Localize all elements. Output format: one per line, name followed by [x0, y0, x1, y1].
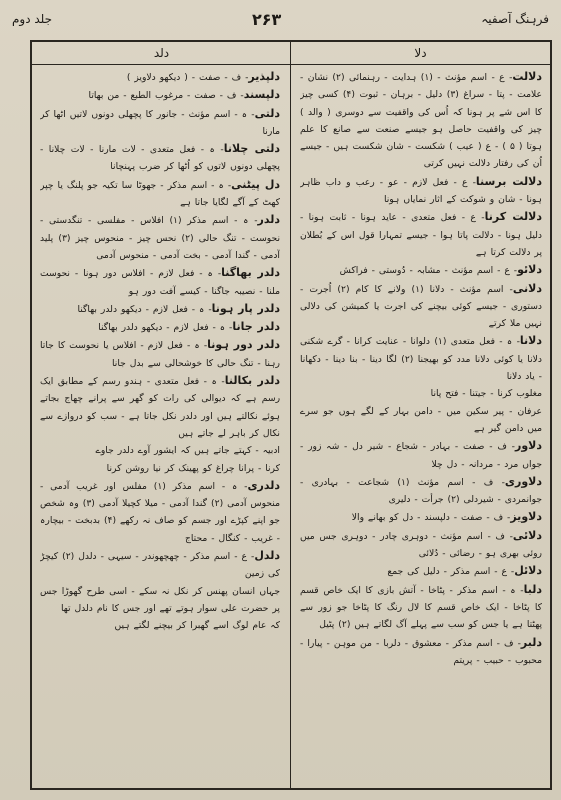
entry-headword: دلدر پار ہونا: [211, 301, 280, 315]
entry-headword: دلدر بھاگنا: [221, 266, 280, 280]
entry-headword: دلاوری: [504, 474, 542, 488]
dictionary-entry: [40, 372, 280, 442]
entry-definition: - اسم مؤنث - دلانا (۱) ولانے کا کام (۲) اُجرت - دستوری - جیسے کوئی بیچنے کی اجرت یا کمیشن کی دلالی نہیں ملا کرتے: [300, 283, 542, 330]
entry-headword: دلدر: [257, 213, 280, 227]
entry-headword: دلپذیر: [248, 70, 280, 83]
entry-definition: - ہ - فعل لازم - افلاس یا نحوست کا جاتا رہنا - تنگ حالی کا خوشحالی سے بدل جانا: [40, 340, 280, 369]
column-headings: [32, 42, 550, 65]
dictionary-entry: [40, 264, 280, 300]
entry-definition: - ع - اسم مؤنث - مشابہ - دُوستی - فراکش: [339, 265, 518, 277]
entry-definition: ادبیہ - کہتے جاتے ہیں کہ ایشور آوے دلدر جاوے: [95, 445, 280, 457]
dictionary-entry: [300, 473, 542, 509]
page-number: ۲۶۳: [251, 9, 282, 29]
dictionary-entry: [40, 318, 280, 336]
dictionary-entry: [40, 583, 280, 618]
entry-definition: - ف - صفت - ( دیکھو دلاویز ): [126, 72, 249, 83]
entry-headword: دلدر بکالنا: [224, 374, 280, 388]
book-title: فرہنگ آصفیہ: [481, 12, 549, 26]
dictionary-entry: [300, 261, 542, 279]
dictionary-entry: [40, 477, 280, 547]
dictionary-entry: [40, 442, 280, 459]
dictionary-entry: [300, 562, 542, 580]
entry-definition: - ع - فعل لازم - عو - رعب و داب ظاہر ہونا - شان و شوکت کے اثار نمایاں ہونا: [300, 176, 542, 206]
entry-headword: دلائی: [512, 528, 542, 542]
dictionary-entry: [300, 68, 542, 173]
dictionary-entry: [300, 508, 542, 526]
entry-definition: - ف - اسم مؤنث - دوہری چادر - دوہری جس میں روئی بھری ہو - رضائی - دُلائی: [300, 530, 542, 560]
dictionary-entry: [40, 68, 280, 86]
entry-definition: - ہ - فعل متعدی (۱) دلوانا - عنایت کرانا - گرے شکنی دلانا یا کوئی دلانا مدد کو بھیجنا (۲) لگا دینا - بنا دینا - دکھانا - یاد دلانا: [300, 336, 542, 383]
entry-definition: - ہ - اسم مذکر (۱) مفلس اور غریب آدمی - منحوس آدمی (۲) گندا آدمی - میلا کچیلا آدمی (۳) وہ شخص جو اپنے کپڑے اور جسم کو صاف نہ رکھے (۴) بدبخت - بیچارہ - غریب - کنگال - محتاج: [40, 480, 280, 544]
dictionary-entry: [40, 176, 280, 212]
dictionary-entry: [300, 332, 542, 385]
right-column: [300, 68, 542, 780]
entry-headword: دلدری: [247, 478, 280, 492]
entry-headword: دلالت کرنا: [484, 210, 542, 224]
entry-definition: - ہ - فعل لازم - افلاس دور ہونا - نحوست ملنا - نصیبہ جاگنا - کیسے آفت دور ہو: [40, 268, 280, 297]
entry-headword: دلپسند: [243, 88, 280, 102]
dictionary-entry: [40, 140, 280, 176]
dictionary-entry: [40, 300, 280, 318]
entry-headword: دلدر دور ہونا: [207, 338, 280, 352]
entry-headword: دلبر: [520, 635, 542, 649]
dictionary-entry: [300, 581, 542, 634]
entry-headword: دلتی: [254, 106, 280, 120]
entry-headword: دلبا: [523, 582, 542, 596]
entry-definition: - ہ - فعل متعدی - ہندو رسم کے مطابق ایک رسم ہے کہ دیوالی کی رات کو گھر سے پرانے چھاج بجاتے ہوئے نکالتے ہیں اور دلدر نکل جاتا ہے - سب کو دروازے سے نکال کر باہر لے جاتے ہیں: [40, 376, 280, 439]
entry-definition: - ف - صفت - مرغوب الطبع - من بھاتا: [88, 90, 244, 102]
entry-definition: - ف - صفت - بہادر - شجاع - شیر دل - شہ زور - جواں مرد - مردانہ - دل چلا: [300, 441, 542, 470]
entry-definition: - ہ - اسم مذکر - پٹاخا - آتش بازی کا ایک خاص قسم کا پٹاخا - ایک خاص قسم کا لال رنگ کا پٹاخا جو زور سے پھٹتا ہے یا جس کو سب سے پہلے آگ لگاتے ہیں (۲) پٹیل: [300, 584, 542, 631]
entry-definition: - ہ - اسم مذکر (۱) افلاس - مفلسی - تنگدستی - نحوست - تنگ حالی (۲) نحس چیز - منحوس چیز (۳) پلید آدمی - گندا آدمی - بخت آدمی - منحوس آدمی: [40, 215, 280, 261]
dictionary-entry: [300, 437, 542, 473]
left-column: [40, 68, 280, 780]
entry-definition: - ہ - اسم مؤنث - جانور کا پچھلی دونوں لاتیں اٹھا کر مارنا: [40, 108, 280, 137]
dictionary-entry: [300, 634, 542, 670]
entry-definition: - ہ - فعل متعدی - لات مارنا - لات چلانا - پچھلی دونوں لاتوں کو اُٹھا کر ضرب پہنچانا: [40, 144, 280, 173]
entry-headword: دلالت: [512, 70, 542, 83]
dictionary-entry: [40, 617, 280, 634]
entry-definition: - ہ - فعل لازم - دیکھو دلدر بھاگنا: [77, 303, 212, 315]
entry-headword: دلاور: [514, 439, 542, 453]
entry-headword: دلتی چلانا: [223, 142, 280, 156]
entry-definition: جہاں انسان پھنس کر نکل نہ سکے - اسی طرح گھوڑا جس پر حضرت علی سوار ہوتے تھے اور جس کا نام دلدل تھا: [40, 585, 280, 614]
entry-definition: - ع - فعل متعدی - عاید ہونا - ثابت ہونا - دلیل ہونا - دلالت پاتا ہوا - جیسے تمہارا قول اس کے بُطلان پر دلالت کرتا ہے: [300, 212, 542, 258]
entry-definition: - ف - اسم مؤنث (۱) شجاعت - بہادری - جوانمردی - شیردلی (۲) جرأت - دلیری: [300, 476, 542, 506]
entry-headword: دلائو: [517, 263, 542, 277]
entry-definition: کرنا - پرانا چراغ کو پھینک کر نیا روشن کرنا: [106, 462, 280, 474]
entry-definition: - ہ - فعل لازم - دیکھو دلدر بھاگنا: [98, 322, 233, 334]
entry-definition: کہ عام لوگ اسے گھبرا کر بیچنے لگتے ہیں: [114, 620, 280, 632]
entry-headword: دلاویز: [510, 510, 542, 524]
entry-headword: دلانا: [519, 334, 542, 348]
entry-headword: دلدر جانا: [232, 320, 280, 334]
dictionary-entry: [40, 336, 280, 372]
entry-headword: دل پیٹنی: [231, 177, 280, 191]
dictionary-entry: [300, 403, 542, 438]
entry-definition: - ع - اسم مذکر - چھچھوندر - سیہی - دلدل (۲) کیچڑ کی زمین: [40, 551, 280, 580]
entry-headword: دلائل: [514, 564, 542, 578]
page-frame: [30, 40, 552, 790]
entry-headword: دلالت برسنا: [475, 174, 542, 188]
page-header: [12, 6, 549, 32]
entry-definition: مغلوب کرنا - جیتنا - فتح پانا: [430, 388, 542, 400]
dictionary-entry: [300, 385, 542, 402]
volume-label: جلد دوم: [12, 12, 53, 26]
dictionary-entry: [40, 460, 280, 477]
dictionary-entry: [300, 280, 542, 333]
entry-definition: - ف - اسم مذکر - معشوق - دلربا - من موہن - پیارا - محبوب - حبیب - پریتم: [300, 637, 542, 666]
left-column-heading: دلد: [153, 46, 170, 60]
entry-headword: دلانی: [512, 281, 542, 295]
entry-definition: - ع - اسم مذکر - دلیل کی جمع: [387, 566, 515, 578]
dictionary-entry: [300, 208, 542, 261]
dictionary-entry: [300, 173, 542, 209]
entry-definition: - ہ - اسم مذکر - جھوٹا سا تکیہ جو پلنگ یا چپر کھٹ کے آگے لگایا جاتا ہے: [40, 179, 280, 209]
dictionary-entry: [300, 527, 542, 563]
dictionary-entry: [40, 211, 280, 264]
dictionary-entry: [40, 86, 280, 104]
right-column-heading: دلا: [414, 46, 427, 60]
column-divider: [290, 42, 291, 788]
entry-definition: - ف - صفت - دلپسند - دل کو بھانے والا: [351, 512, 511, 524]
entry-headword: دلدل: [254, 549, 280, 563]
entry-definition: - ع - اسم مؤنث - (۱) ہدایت - رہنمائی (۲) نشان - علامت - پتا - سراغ (۳) دلیل - برہان - ثبوت (۴) کسی چیز کا اس شے پر ہونا کہ اُس کی واقفیت سے دوسری ( والد ) چیز کی واقفیت حاصل ہو جیسے صنعت سے صانع کا علم ہوتا ( ۵ ) - ع ( عیب ) شکست - شان شکست ہیں - جیسے اُن کی رفتار دلالت نہیں کرتی: [300, 72, 542, 170]
entry-definition: عرفان - پیر سکین میں - دامن بہار کے لگے ہوں جو سرے میں دامن گیر ہے: [300, 405, 542, 434]
dictionary-entry: [40, 547, 280, 583]
dictionary-entry: [40, 105, 280, 141]
